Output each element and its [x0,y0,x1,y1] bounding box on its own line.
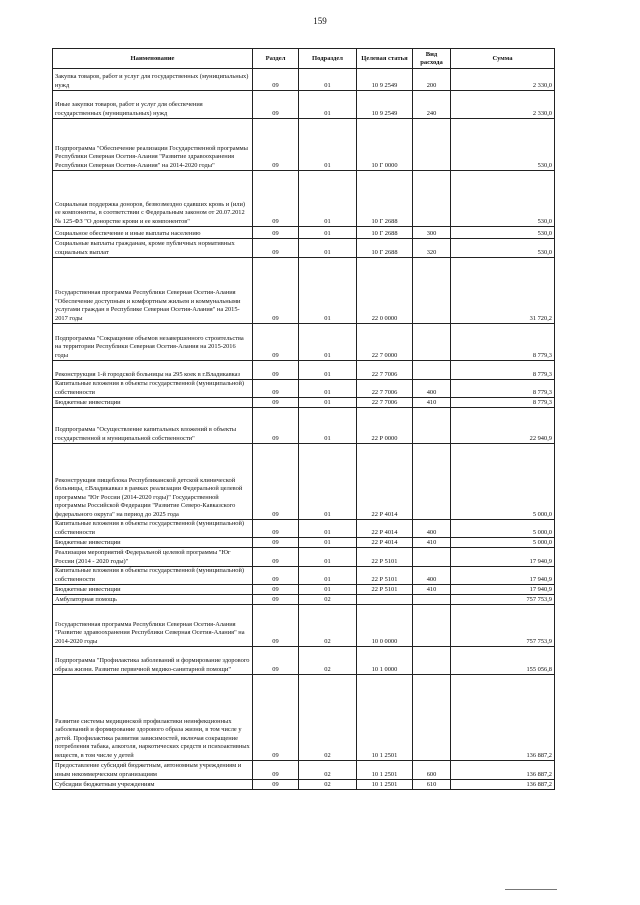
cell-name: Реконструкция пищеблока Республиканской детской клинической больницы, г.Владикавказ в рамках реализации Федеральной целевой программы "Юг России (2014-2020 годы)" Государственной программы Российской Федерации "Развитие Северо-Кавказского федерального округа" на период до 2025 года [53,444,253,520]
header-name: Наименование [53,49,253,69]
cell-sum: 8 779,3 [451,324,555,361]
cell-subsection: 01 [299,538,357,548]
cell-expense-type: 400 [413,380,451,398]
cell-section: 09 [253,647,299,675]
cell-expense-type [413,675,451,761]
table-row [53,647,555,675]
cell-target: 10 1 2501 [357,675,413,761]
table-row [53,444,555,520]
cell-sum: 530,0 [451,227,555,239]
table-row [53,171,555,227]
cell-subsection: 01 [299,408,357,444]
cell-target: 22 0 0000 [357,258,413,324]
table-row [53,780,555,790]
cell-target: 22 Р 5101 [357,567,413,585]
header-subsection: Подраздел [299,49,357,69]
cell-expense-type: 410 [413,398,451,408]
cell-expense-type: 610 [413,780,451,790]
cell-section: 09 [253,538,299,548]
table-row [53,520,555,538]
cell-expense-type [413,444,451,520]
cell-name: Иные закупки товаров, работ и услуг для обеспечения государственных (муниципальных) нужд [53,91,253,119]
cell-expense-type: 320 [413,239,451,258]
cell-name: Государственная программа Республики Северная Осетия-Алания "Развитие здравоохранения Республики Северная Осетия-Алания" на 2014-2020 годы [53,605,253,647]
cell-sum: 136 887,2 [451,761,555,780]
table-row [53,595,555,605]
cell-target: 22 7 7006 [357,398,413,408]
cell-target: 10 0 0000 [357,605,413,647]
cell-target: 10 Г 2688 [357,239,413,258]
cell-sum: 22 940,9 [451,408,555,444]
cell-name: Предоставление субсидий бюджетным, автономным учреждениям и иным некоммерческим организациям [53,761,253,780]
cell-name: Субсидии бюджетным учреждениям [53,780,253,790]
cell-name: Подпрограмма "Профилактика заболеваний и формирование здорового образа жизни. Развитие первичной медико-санитарной помощи" [53,647,253,675]
cell-section: 09 [253,585,299,595]
table-row [53,361,555,380]
cell-expense-type [413,595,451,605]
cell-target: 22 Р 0000 [357,408,413,444]
cell-name: Бюджетные инвестиции [53,585,253,595]
cell-expense-type: 240 [413,91,451,119]
cell-sum: 155 056,8 [451,647,555,675]
table-row [53,585,555,595]
cell-section: 09 [253,361,299,380]
cell-target: 10 Г 0000 [357,119,413,171]
cell-name: Государственная программа Республики Северная Осетия-Алания "Обеспечение доступным и комфортным жильем и коммунальными услугами граждан в Республике Северная Осетия-Алания" на 2015-2017 годы [53,258,253,324]
table-row [53,119,555,171]
cell-section: 09 [253,444,299,520]
cell-expense-type: 200 [413,69,451,91]
cell-name: Реконструкция 1-й городской больницы на 295 коек в г.Владикавказ [53,361,253,380]
cell-sum: 5 000,0 [451,538,555,548]
cell-sum: 17 940,9 [451,585,555,595]
cell-sum: 17 940,9 [451,548,555,567]
cell-subsection: 01 [299,69,357,91]
divider-line [505,889,557,890]
cell-section: 09 [253,520,299,538]
cell-sum: 31 720,2 [451,258,555,324]
cell-expense-type [413,548,451,567]
cell-sum: 8 779,3 [451,398,555,408]
cell-subsection: 01 [299,548,357,567]
cell-name: Подпрограмма "Осуществление капитальных вложений в объекты государственной и муниципальной собственности" [53,408,253,444]
budget-table [52,48,555,790]
header-expense-type: Вид расхода [413,49,451,69]
cell-name: Бюджетные инвестиции [53,398,253,408]
cell-subsection: 02 [299,605,357,647]
cell-subsection: 02 [299,675,357,761]
cell-expense-type: 600 [413,761,451,780]
cell-sum: 757 753,9 [451,595,555,605]
cell-section: 09 [253,398,299,408]
cell-name: Бюджетные инвестиции [53,538,253,548]
cell-subsection: 01 [299,444,357,520]
cell-sum: 136 887,2 [451,780,555,790]
cell-section: 09 [253,258,299,324]
cell-section: 09 [253,605,299,647]
page-number: 159 [313,16,327,26]
table-row [53,675,555,761]
cell-section: 09 [253,239,299,258]
cell-expense-type: 410 [413,538,451,548]
cell-subsection: 01 [299,324,357,361]
table-row [53,538,555,548]
table-row [53,69,555,91]
cell-section: 09 [253,595,299,605]
cell-target: 10 9 2549 [357,69,413,91]
cell-sum: 2 330,0 [451,69,555,91]
cell-sum: 530,0 [451,119,555,171]
cell-name: Амбулаторная помощь [53,595,253,605]
cell-expense-type: 400 [413,520,451,538]
cell-section: 09 [253,227,299,239]
cell-expense-type: 400 [413,567,451,585]
cell-subsection: 01 [299,380,357,398]
cell-section: 09 [253,675,299,761]
cell-section: 09 [253,171,299,227]
cell-expense-type [413,605,451,647]
cell-sum: 136 887,2 [451,675,555,761]
table-row [53,408,555,444]
cell-section: 09 [253,780,299,790]
cell-sum: 530,0 [451,239,555,258]
cell-subsection: 02 [299,761,357,780]
cell-target: 22 Р 4014 [357,444,413,520]
cell-sum: 757 753,9 [451,605,555,647]
cell-subsection: 01 [299,361,357,380]
cell-subsection: 02 [299,595,357,605]
cell-name: Социальное обеспечение и иные выплаты населению [53,227,253,239]
cell-subsection: 01 [299,520,357,538]
cell-sum: 530,0 [451,171,555,227]
cell-name: Капитальные вложения в объекты государственной (муниципальной) собственности [53,520,253,538]
cell-name: Капитальные вложения в объекты государственной (муниципальной) собственности [53,380,253,398]
cell-target: 22 7 7006 [357,380,413,398]
cell-name: Социальная поддержка доноров, безвозмездно сдавших кровь и (или) ее компоненты, в соответствии с Федеральным законом от 20.07.2012 № 125-ФЗ "О донорстве крови и ее компонентов" [53,171,253,227]
cell-section: 09 [253,408,299,444]
cell-target: 22 Р 5101 [357,585,413,595]
cell-section: 09 [253,69,299,91]
cell-subsection: 01 [299,119,357,171]
cell-sum: 8 779,3 [451,361,555,380]
table-row [53,239,555,258]
cell-target: 22 7 7006 [357,361,413,380]
cell-target: 22 Р 5101 [357,548,413,567]
cell-subsection: 02 [299,647,357,675]
cell-target: 10 9 2549 [357,91,413,119]
cell-subsection: 02 [299,780,357,790]
cell-subsection: 01 [299,91,357,119]
cell-target: 10 1 0000 [357,647,413,675]
cell-sum: 5 000,0 [451,444,555,520]
table-row [53,398,555,408]
cell-name: Подпрограмма "Обеспечение реализации Государственной программы Республики Северная Осетия-Алания "Развитие здравоохранения Республики Северная Осетия-Алания" на 2014-2020 годы" [53,119,253,171]
table-row [53,380,555,398]
header-section: Раздел [253,49,299,69]
cell-target: 22 7 0000 [357,324,413,361]
table-row [53,761,555,780]
cell-subsection: 01 [299,585,357,595]
cell-target: 10 Г 2688 [357,171,413,227]
cell-sum: 17 940,9 [451,567,555,585]
cell-expense-type [413,324,451,361]
cell-expense-type [413,171,451,227]
cell-subsection: 01 [299,567,357,585]
header-target: Целевая статья [357,49,413,69]
table-row [53,258,555,324]
cell-name: Реализация мероприятий Федеральной целевой программы "Юг России (2014 - 2020 годы)" [53,548,253,567]
cell-target: 22 Р 4014 [357,538,413,548]
cell-name: Подпрограмма "Сокращение объемов незавершенного строительства на территории Республики Северная Осетия-Алания на 2015-2016 годы [53,324,253,361]
cell-subsection: 01 [299,398,357,408]
cell-expense-type [413,119,451,171]
table-row [53,227,555,239]
cell-section: 09 [253,91,299,119]
cell-section: 09 [253,761,299,780]
cell-subsection: 01 [299,171,357,227]
cell-sum: 2 330,0 [451,91,555,119]
table-row [53,567,555,585]
table-row [53,91,555,119]
cell-expense-type [413,361,451,380]
header-sum: Сумма [451,49,555,69]
cell-name: Капитальные вложения в объекты государственной (муниципальной) собственности [53,567,253,585]
cell-sum: 5 000,0 [451,520,555,538]
cell-subsection: 01 [299,239,357,258]
cell-target: 10 1 2501 [357,780,413,790]
cell-expense-type [413,258,451,324]
cell-target [357,595,413,605]
table-row [53,548,555,567]
cell-subsection: 01 [299,227,357,239]
cell-sum: 8 779,3 [451,380,555,398]
table-row [53,324,555,361]
cell-name: Закупка товаров, работ и услуг для государственных (муниципальных) нужд [53,69,253,91]
cell-target: 22 Р 4014 [357,520,413,538]
cell-expense-type [413,408,451,444]
cell-section: 09 [253,380,299,398]
cell-name: Социальные выплаты гражданам, кроме публичных нормативных социальных выплат [53,239,253,258]
table-header-row [53,49,555,69]
cell-target: 10 Г 2688 [357,227,413,239]
cell-section: 09 [253,324,299,361]
table-row [53,605,555,647]
cell-name: Развитие системы медицинской профилактики неинфекционных заболеваний и формирование здорового образа жизни, в том числе у детей. Профилактика развития зависимостей, включая сокращение потребления табака, алкоголя, наркотических средств и психоактивных веществ, в том числе у детей [53,675,253,761]
cell-expense-type [413,647,451,675]
cell-target: 10 1 2501 [357,761,413,780]
table-body [53,69,555,790]
cell-expense-type: 410 [413,585,451,595]
cell-section: 09 [253,567,299,585]
cell-subsection: 01 [299,258,357,324]
cell-expense-type: 300 [413,227,451,239]
cell-section: 09 [253,548,299,567]
cell-section: 09 [253,119,299,171]
